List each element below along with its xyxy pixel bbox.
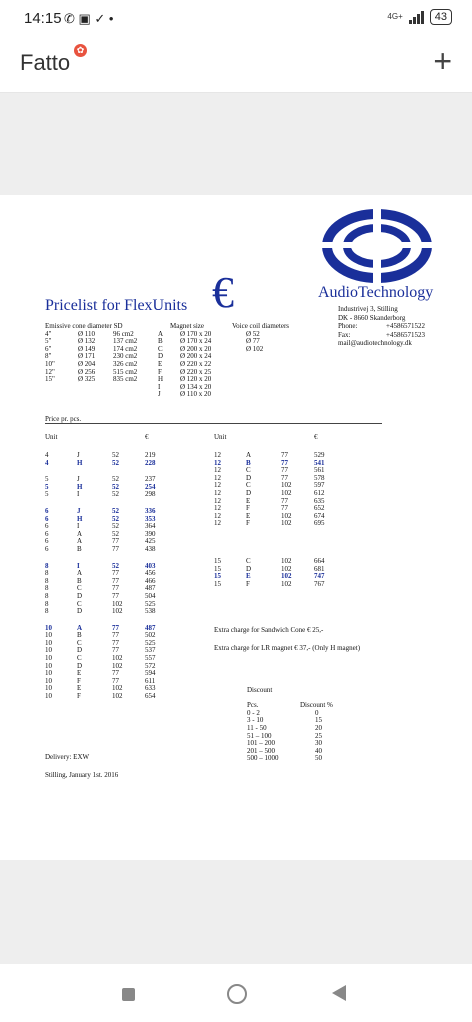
price-cell: 12	[214, 473, 221, 482]
price-cell: 572	[145, 661, 156, 670]
status-time: 14:15	[24, 10, 62, 27]
price-cell: C	[77, 638, 82, 647]
price-cell: 77	[112, 623, 119, 632]
voice-cell: Ø 102	[246, 344, 264, 353]
emissive-cell: 12"	[45, 367, 55, 376]
price-cell: 102	[281, 572, 292, 581]
extra-charge-sandwich: Extra charge for Sandwich Cone € 25,-	[214, 626, 324, 634]
magnet-cell: Ø 220 x 25	[180, 367, 212, 376]
price-cell: 77	[112, 638, 119, 647]
voice-cell: Ø 77	[246, 337, 260, 346]
divider	[45, 423, 382, 424]
price-cell: D	[77, 661, 83, 670]
magnet-cell: Ø 134 x 20	[180, 382, 212, 391]
add-icon[interactable]: +	[433, 43, 452, 79]
price-cell: 77	[112, 669, 119, 678]
price-cell: 6	[45, 522, 49, 531]
price-cell: I	[77, 561, 80, 570]
price-cell: 8	[45, 607, 49, 616]
price-cell: D	[77, 607, 83, 616]
price-cell: 77	[281, 451, 288, 459]
price-cell: 537	[145, 646, 156, 655]
price-cell: A	[77, 529, 83, 538]
audiotechnology-logo-icon	[320, 208, 440, 284]
pdf-page	[0, 195, 472, 860]
voice-cell: Ø 52	[246, 329, 260, 338]
price-cell: 102	[281, 519, 292, 528]
discount-pct: 50	[315, 754, 322, 763]
left-euro-header: €	[145, 433, 149, 441]
price-cell: E	[246, 496, 251, 505]
price-cell: 77	[112, 676, 119, 685]
price-cell: A	[246, 451, 252, 459]
price-cell: 12	[214, 458, 221, 467]
price-cell: 52	[112, 561, 119, 570]
magnet-cell: A	[158, 329, 164, 338]
price-cell: 635	[314, 496, 325, 505]
price-cell: A	[77, 569, 83, 578]
emissive-cell: 4"	[45, 329, 52, 338]
price-cell: E	[246, 572, 251, 581]
address-label: Phone:	[338, 322, 358, 330]
price-cell: 10	[45, 654, 52, 663]
price-cell: 487	[145, 623, 156, 632]
price-cell: H	[77, 514, 83, 523]
price-cell: 77	[112, 544, 119, 553]
viewer-background-bottom	[0, 860, 472, 964]
magnet-cell: F	[158, 367, 162, 376]
price-cell: 597	[314, 481, 325, 490]
magnet-cell: D	[158, 352, 164, 361]
price-cell: E	[246, 511, 251, 520]
price-cell: 228	[145, 458, 156, 467]
emissive-cell: 96 cm2	[113, 329, 134, 338]
price-cell: 219	[145, 451, 156, 459]
price-cell: 102	[112, 692, 123, 701]
network-type: 4G+	[387, 12, 403, 21]
price-cell: 52	[112, 514, 119, 523]
emissive-cell: Ø 149	[78, 344, 96, 353]
discount-pct: 0	[315, 708, 319, 717]
discount-col-pcs: Pcs.	[247, 701, 259, 710]
price-cell: 578	[314, 473, 325, 482]
price-cell: 102	[112, 684, 123, 693]
price-cell: 52	[112, 506, 119, 515]
price-cell: 8	[45, 591, 49, 600]
price-cell: 77	[281, 458, 288, 467]
price-cell: C	[77, 599, 82, 608]
price-cell: B	[77, 576, 82, 585]
price-cell: 52	[112, 522, 119, 531]
recent-apps-icon[interactable]	[122, 988, 135, 1001]
status-bar	[0, 0, 472, 38]
price-cell: J	[77, 475, 80, 484]
discount-pcs: 201 – 500	[247, 746, 275, 755]
magnet-cell: B	[158, 337, 163, 346]
price-cell: 5	[45, 475, 49, 484]
discount-pcs: 51 – 100	[247, 731, 272, 740]
price-cell: 15	[214, 579, 221, 588]
price-cell: H	[77, 458, 83, 467]
emissive-cell: 326 cm2	[113, 359, 138, 368]
emissive-cell: 10"	[45, 359, 55, 368]
price-cell: 12	[214, 488, 221, 497]
magnet-cell: Ø 170 x 20	[180, 329, 212, 338]
price-cell: 77	[112, 646, 119, 655]
price-cell: 102	[281, 579, 292, 588]
price-cell: F	[246, 579, 250, 588]
emissive-cell: 15"	[45, 375, 55, 384]
price-cell: 10	[45, 631, 52, 640]
price-cell: 364	[145, 522, 156, 531]
price-cell: 102	[281, 556, 292, 565]
price-cell: 6	[45, 529, 49, 538]
right-euro-header: €	[314, 433, 318, 441]
price-cell: 6	[45, 514, 49, 523]
price-cell: 10	[45, 646, 52, 655]
price-cell: 561	[314, 466, 325, 475]
price-cell: 5	[45, 482, 49, 491]
price-cell: 487	[145, 584, 156, 593]
doc-date: Stilling, January 1st. 2016	[45, 771, 119, 779]
price-cell: 10	[45, 684, 52, 693]
extra-charge-lr: Extra charge for LR magnet € 37,- (Only H magnet)	[214, 644, 361, 652]
price-cell: 674	[314, 511, 325, 520]
emissive-cell: 137 cm2	[113, 337, 138, 346]
status-right	[387, 9, 452, 25]
emissive-row	[45, 375, 138, 384]
price-cell: 681	[314, 564, 325, 573]
viewer-background-top	[0, 93, 472, 195]
price-cell: 12	[214, 481, 221, 490]
price-cell: 767	[314, 579, 325, 588]
price-cell: 10	[45, 692, 52, 701]
discount-pct: 30	[315, 739, 322, 748]
price-cell: E	[77, 684, 82, 693]
discount-pcs: 3 - 10	[247, 716, 264, 725]
price-cell: 52	[112, 475, 119, 484]
price-cell: 52	[112, 490, 119, 499]
price-cell: 102	[281, 481, 292, 490]
price-cell: 77	[281, 504, 288, 513]
price-cell: 77	[112, 537, 119, 546]
emissive-cell: 515 cm2	[113, 367, 138, 376]
voice-section	[232, 323, 289, 353]
discount-pct: 20	[315, 723, 322, 732]
price-cell: F	[77, 676, 81, 685]
magnet-cell: Ø 170 x 24	[180, 337, 212, 346]
emissive-cell: 174 cm2	[113, 344, 138, 353]
price-cell: 15	[214, 572, 221, 581]
price-cell: 77	[112, 591, 119, 600]
price-cell: 8	[45, 561, 49, 570]
price-cell: B	[246, 458, 251, 467]
brand-name: AudioTechnology	[318, 284, 434, 301]
address-value: Industrivej 3, Stilling	[338, 305, 398, 313]
price-cell: H	[77, 482, 83, 491]
price-cell: 77	[112, 631, 119, 640]
price-cell: 403	[145, 561, 156, 570]
price-cell: 102	[112, 607, 123, 616]
price-cell: 438	[145, 544, 156, 553]
price-cell: 594	[145, 669, 156, 678]
price-cell: 10	[45, 623, 52, 632]
discount-pcs: 0 - 2	[247, 708, 260, 717]
emissive-cell: 835 cm2	[113, 375, 138, 384]
price-cell: 525	[145, 599, 156, 608]
price-cell: A	[77, 623, 83, 632]
price-cell: 12	[214, 451, 221, 459]
price-cell: 633	[145, 684, 156, 693]
price-cell: 466	[145, 576, 156, 585]
price-cell: 336	[145, 506, 156, 515]
delivery-terms: Delivery: EXW	[45, 753, 90, 761]
voice-header: Voice coil diameters	[232, 322, 290, 330]
euro-symbol: €	[212, 268, 234, 317]
magnet-cell: Ø 200 x 20	[180, 344, 212, 353]
price-cell: F	[246, 519, 250, 528]
price-cell: C	[246, 556, 251, 565]
badge-icon: ✿	[74, 44, 87, 57]
price-cell: 15	[214, 556, 221, 565]
address-line	[338, 331, 425, 340]
price-cell: 12	[214, 519, 221, 528]
price-cell: 12	[214, 496, 221, 505]
emissive-cell: Ø 171	[78, 352, 96, 361]
price-cell: 10	[45, 669, 52, 678]
discount-pct: 15	[315, 716, 322, 725]
price-cell: 611	[145, 676, 156, 685]
price-cell: D	[77, 646, 83, 655]
price-cell: J	[77, 506, 81, 515]
price-cell: 10	[45, 638, 52, 647]
price-cell: 52	[112, 529, 119, 538]
notification-icons: ✆ ▣ ✓ •	[64, 11, 114, 26]
magnet-cell: C	[158, 344, 163, 353]
price-cell: 102	[112, 661, 123, 670]
price-cell: 12	[214, 511, 221, 520]
price-cell: 456	[145, 569, 156, 578]
price-cell: 102	[281, 488, 292, 497]
magnet-cell: I	[158, 382, 161, 391]
price-cell: 10	[45, 661, 52, 670]
magnet-section	[158, 322, 212, 399]
price-cell: 538	[145, 607, 156, 616]
price-cell: D	[246, 473, 252, 482]
voice-row	[232, 346, 289, 354]
discount-pcs: 11 - 50	[247, 723, 267, 732]
right-unit-header: Unit	[214, 433, 227, 441]
address-value: +4586571523	[386, 330, 425, 339]
price-cell: 6	[45, 544, 49, 553]
emissive-cell: 8"	[45, 352, 52, 361]
emissive-cell: Ø 325	[78, 375, 96, 384]
discount-title: Discount	[247, 686, 273, 694]
price-cell: 747	[314, 572, 325, 581]
price-cell: 695	[314, 519, 325, 528]
price-cell: 612	[314, 488, 325, 497]
doc-title: Pricelist for FlexUnits	[45, 297, 188, 314]
price-cell: 237	[145, 475, 156, 484]
discount-pct: 40	[315, 746, 322, 755]
magnet-header: Magnet size	[170, 322, 205, 330]
price-cell: 10	[45, 676, 52, 685]
magnet-cell: Ø 220 x 22	[180, 359, 212, 368]
price-cell: B	[77, 631, 82, 640]
price-cell: 12	[214, 504, 221, 513]
magnet-cell: Ø 120 x 20	[180, 375, 212, 384]
discount-col-pct: Discount %	[300, 701, 333, 710]
emissive-cell: Ø 110	[78, 329, 96, 338]
price-cell: 77	[112, 584, 119, 593]
address-line	[338, 322, 425, 331]
left-unit-header: Unit	[45, 433, 58, 441]
discount-pcs: 500 – 1000	[247, 754, 279, 763]
price-cell: 4	[45, 451, 49, 459]
price-cell: 77	[112, 576, 119, 585]
price-cell: 254	[145, 482, 156, 491]
price-cell: 654	[145, 692, 156, 701]
price-cell: B	[77, 544, 82, 553]
price-cell: D	[246, 488, 252, 497]
price-cell: 8	[45, 584, 49, 593]
app-bar	[0, 38, 472, 93]
voice-row	[232, 331, 289, 339]
price-cell: 52	[112, 458, 119, 467]
emissive-section	[45, 322, 138, 384]
price-cell: I	[77, 490, 80, 499]
price-cell: D	[246, 564, 252, 573]
discount-pct: 25	[315, 731, 322, 740]
address-line	[338, 305, 425, 314]
magnet-cell: E	[158, 359, 163, 368]
emissive-cell: Ø 204	[78, 359, 96, 368]
price-cell: 353	[145, 514, 156, 523]
price-cell: 664	[314, 556, 325, 565]
address-line	[338, 339, 425, 348]
signal-icon	[409, 10, 424, 24]
price-cell: C	[77, 654, 82, 663]
price-cell: 15	[214, 564, 221, 573]
price-cell: 52	[112, 451, 119, 459]
price-cell: 298	[145, 490, 156, 499]
price-caption: Price pr. pcs.	[45, 415, 82, 423]
address-value: mail@audiotechnology.dk	[338, 339, 412, 347]
price-cell: 77	[112, 569, 119, 578]
price-cell: 504	[145, 591, 156, 600]
price-cell: C	[246, 481, 251, 490]
price-cell: 8	[45, 576, 49, 585]
address-value: +4586571522	[386, 322, 425, 330]
price-cell: 102	[281, 511, 292, 520]
address-value: DK - 8660 Skanderborg	[338, 313, 406, 322]
address-label: Fax:	[338, 330, 351, 339]
emissive-cell: Ø 256	[78, 367, 96, 376]
emissive-cell: 230 cm2	[113, 352, 138, 361]
price-cell: 102	[112, 654, 123, 663]
price-cell: 52	[112, 482, 119, 491]
price-cell: 541	[314, 458, 325, 467]
discount-pcs: 101 – 200	[247, 739, 275, 748]
back-icon[interactable]	[332, 985, 346, 1001]
price-cell: 557	[145, 654, 156, 663]
price-cell: 77	[281, 473, 288, 482]
price-cell: F	[246, 504, 250, 513]
price-cell: E	[77, 669, 82, 678]
price-cell: 425	[145, 537, 156, 546]
emissive-cell: 5"	[45, 337, 52, 346]
price-cell: D	[77, 591, 83, 600]
price-cell: 4	[45, 458, 49, 467]
price-cell: 525	[145, 638, 156, 647]
app-title: Fatto	[20, 50, 71, 75]
price-cell: 6	[45, 506, 49, 515]
price-cell: 12	[214, 466, 221, 475]
price-cell: 102	[281, 564, 292, 573]
magnet-cell: Ø 110 x 20	[180, 390, 212, 399]
magnet-cell: Ø 200 x 24	[180, 352, 212, 361]
price-cell: 390	[145, 529, 156, 538]
system-nav-bar	[0, 964, 472, 1022]
emissive-cell: 6"	[45, 344, 52, 353]
price-cell: C	[77, 584, 82, 593]
price-cell: 5	[45, 490, 49, 499]
price-cell: 102	[112, 599, 123, 608]
home-icon[interactable]	[227, 984, 247, 1004]
company-address	[338, 305, 425, 348]
price-cell: 502	[145, 631, 156, 640]
address-line	[338, 314, 425, 323]
price-cell: 8	[45, 599, 49, 608]
magnet-cell: J	[158, 390, 161, 399]
price-cell: A	[77, 537, 83, 546]
price-cell: 77	[281, 466, 288, 475]
emissive-header: Emissive cone diameter SD	[45, 322, 123, 330]
magnet-row	[158, 390, 212, 399]
price-cell: J	[77, 451, 80, 459]
battery-icon: 43	[430, 9, 452, 25]
price-cell: 652	[314, 504, 325, 513]
price-cell: 529	[314, 451, 325, 459]
emissive-cell: Ø 132	[78, 337, 96, 346]
price-cell: I	[77, 522, 80, 531]
price-cell: 6	[45, 537, 49, 546]
magnet-cell: H	[158, 375, 164, 384]
price-cell: F	[77, 692, 81, 701]
price-cell: 77	[281, 496, 288, 505]
price-cell: C	[246, 466, 251, 475]
price-cell: 8	[45, 569, 49, 578]
